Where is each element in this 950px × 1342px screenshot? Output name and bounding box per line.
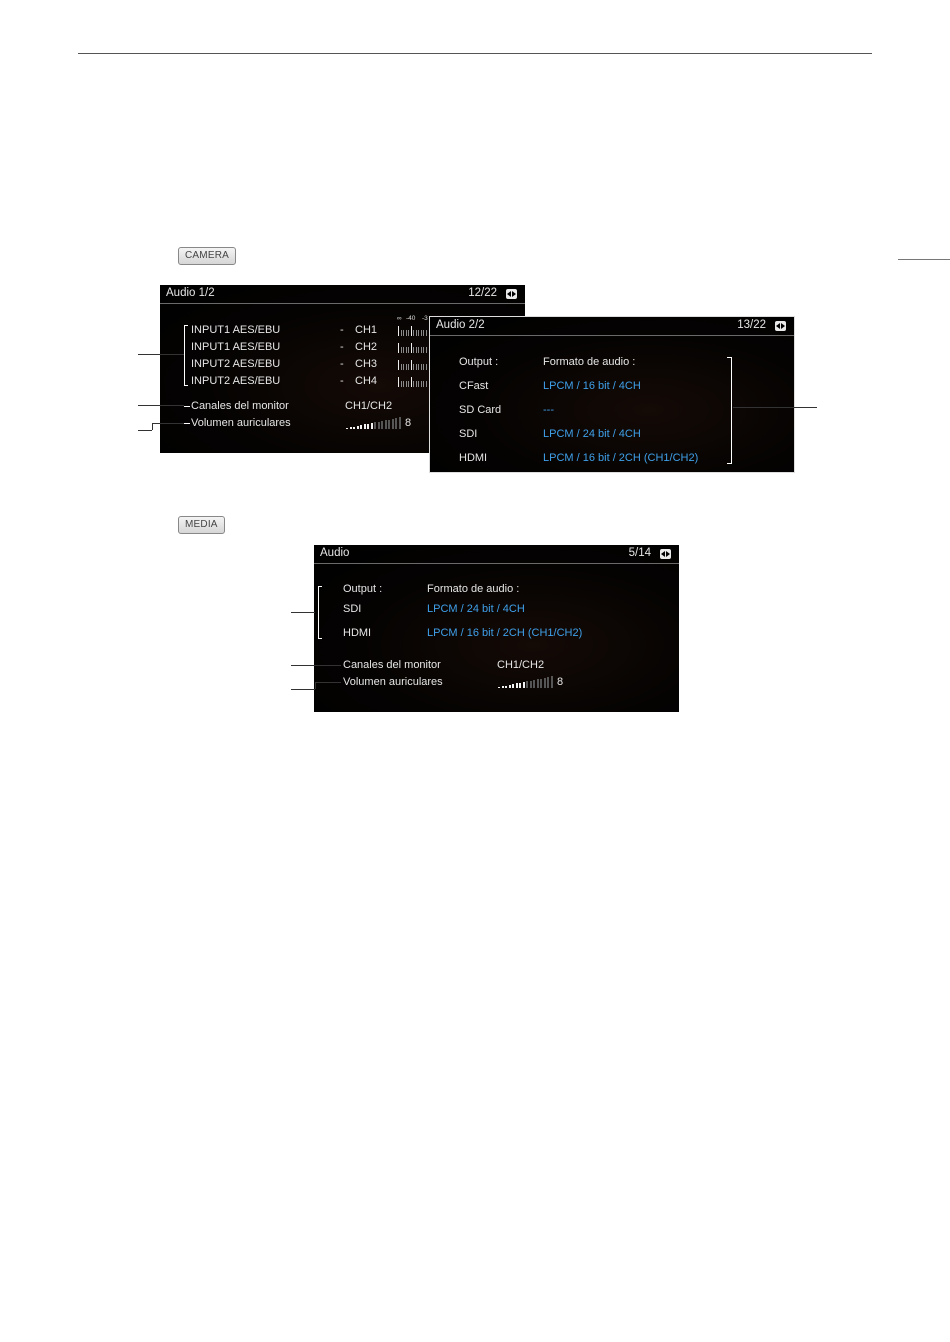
meter-segment bbox=[413, 381, 414, 387]
volume-segment bbox=[378, 422, 380, 429]
level-meter bbox=[398, 343, 428, 353]
volume-segment bbox=[519, 683, 521, 688]
headphone-volume-bar bbox=[346, 417, 404, 429]
callout-leader bbox=[138, 405, 184, 406]
media-audio-screen bbox=[314, 545, 679, 712]
volume-segment bbox=[509, 685, 511, 688]
meter-segment bbox=[411, 343, 412, 353]
meter-segment bbox=[416, 347, 417, 353]
output-name: SD Card bbox=[459, 404, 502, 416]
monitor-tick bbox=[184, 406, 190, 407]
output-format: --- bbox=[543, 404, 554, 416]
meter-segment bbox=[398, 377, 399, 387]
meter-segment bbox=[401, 330, 402, 336]
meter-segment bbox=[418, 381, 419, 387]
meter-segment bbox=[416, 330, 417, 336]
meter-segment bbox=[411, 326, 412, 336]
meter-segment bbox=[408, 330, 409, 336]
callout-leader bbox=[315, 682, 341, 683]
meter-segment bbox=[421, 347, 422, 353]
meter-segment bbox=[413, 364, 414, 370]
output-name: HDMI bbox=[459, 452, 488, 464]
meter-segment bbox=[401, 364, 402, 370]
headphone-volume-value: 8 bbox=[405, 417, 412, 429]
output-bracket-bottom bbox=[727, 463, 732, 464]
volume-segment bbox=[502, 686, 504, 688]
meter-scale-3: -3 bbox=[422, 315, 428, 322]
page-nav-icon bbox=[775, 321, 786, 331]
level-meter bbox=[398, 360, 428, 370]
output-format: LPCM / 16 bit / 4CH bbox=[543, 380, 641, 392]
input-bracket-bottom bbox=[184, 385, 188, 386]
page-nav-icon bbox=[660, 549, 671, 559]
page-nav-icon bbox=[506, 289, 517, 299]
audio-format-label: Formato de audio : bbox=[543, 356, 636, 368]
volume-segment bbox=[551, 676, 553, 688]
meter-segment bbox=[421, 330, 422, 336]
volume-segment bbox=[526, 681, 528, 688]
output-format: LPCM / 24 bit / 4CH bbox=[427, 603, 525, 615]
volume-segment bbox=[512, 684, 514, 688]
output-format: LPCM / 16 bit / 2CH (CH1/CH2) bbox=[543, 452, 699, 464]
meter-segment bbox=[398, 343, 399, 353]
volume-segment bbox=[537, 679, 539, 688]
output-label: Output : bbox=[459, 356, 499, 368]
headphone-volume-value: 8 bbox=[557, 676, 564, 688]
meter-segment bbox=[426, 364, 427, 370]
input-bracket bbox=[184, 325, 185, 386]
meter-segment bbox=[406, 364, 407, 370]
level-meter bbox=[398, 326, 428, 336]
output-name: SDI bbox=[343, 603, 362, 615]
media-mode-button: MEDIA bbox=[178, 516, 225, 534]
input-label: INPUT2 AES/EBU bbox=[191, 375, 281, 387]
output-format: LPCM / 24 bit / 4CH bbox=[543, 428, 641, 440]
meter-segment bbox=[426, 381, 427, 387]
volume-segment bbox=[367, 424, 369, 429]
volume-segment bbox=[388, 420, 390, 429]
callout-leader bbox=[291, 689, 315, 690]
meter-segment bbox=[401, 381, 402, 387]
volume-segment bbox=[385, 420, 387, 429]
headphone-volume-bar bbox=[498, 676, 556, 688]
meter-segment bbox=[418, 347, 419, 353]
volume-segment bbox=[346, 428, 348, 429]
volume-segment bbox=[381, 421, 383, 429]
meter-segment bbox=[426, 330, 427, 336]
volume-segment bbox=[360, 425, 362, 429]
volume-segment bbox=[364, 424, 366, 429]
meter-segment bbox=[413, 330, 414, 336]
callout-leader bbox=[291, 665, 341, 666]
volume-segment bbox=[357, 426, 359, 429]
meter-segment bbox=[423, 364, 424, 370]
channel-label: CH4 bbox=[355, 375, 378, 387]
meter-segment bbox=[403, 381, 404, 387]
volume-segment bbox=[540, 679, 542, 688]
separator: - bbox=[340, 341, 344, 353]
meter-segment bbox=[418, 364, 419, 370]
meter-segment bbox=[426, 347, 427, 353]
meter-segment bbox=[421, 364, 422, 370]
screen-title: Audio bbox=[320, 547, 350, 559]
meter-segment bbox=[418, 330, 419, 336]
meter-segment bbox=[403, 330, 404, 336]
volume-segment bbox=[547, 677, 549, 688]
callout-leader bbox=[138, 430, 152, 431]
meter-segment bbox=[401, 347, 402, 353]
meter-segment bbox=[411, 360, 412, 370]
output-name: CFast bbox=[459, 380, 489, 392]
screen-header bbox=[314, 545, 679, 564]
channel-label: CH2 bbox=[355, 341, 378, 353]
monitor-channels-value: CH1/CH2 bbox=[345, 400, 393, 412]
callout-leader bbox=[291, 612, 315, 613]
page-indicator: 13/22 bbox=[737, 319, 766, 331]
monitor-channels-label: Canales del monitor bbox=[343, 659, 441, 671]
meter-segment bbox=[406, 330, 407, 336]
level-meter bbox=[398, 377, 428, 387]
meter-segment bbox=[398, 360, 399, 370]
callout-leader bbox=[152, 423, 184, 424]
callout-leader bbox=[138, 354, 184, 355]
headphone-volume-label: Volumen auriculares bbox=[343, 676, 443, 688]
meter-scale-inf: ∞ bbox=[397, 315, 402, 322]
meter-segment bbox=[406, 381, 407, 387]
meter-segment bbox=[408, 381, 409, 387]
headphone-volume-label: Volumen auriculares bbox=[191, 417, 291, 429]
side-tab-rule bbox=[898, 259, 950, 260]
meter-segment bbox=[413, 347, 414, 353]
volume-segment bbox=[523, 682, 525, 688]
volume-segment bbox=[395, 418, 397, 429]
meter-segment bbox=[423, 330, 424, 336]
meter-segment bbox=[423, 347, 424, 353]
output-name: HDMI bbox=[343, 627, 372, 639]
separator: - bbox=[340, 324, 344, 336]
volume-segment bbox=[353, 427, 355, 429]
screen-title: Audio 2/2 bbox=[436, 319, 485, 331]
channel-label: CH1 bbox=[355, 324, 378, 336]
input-label: INPUT1 AES/EBU bbox=[191, 341, 281, 353]
volume-segment bbox=[371, 423, 373, 429]
volume-segment bbox=[374, 422, 376, 429]
page-indicator: 12/22 bbox=[468, 287, 497, 299]
input-label: INPUT2 AES/EBU bbox=[191, 358, 281, 370]
volume-segment bbox=[530, 681, 532, 688]
output-label: Output : bbox=[343, 583, 383, 595]
volume-segment bbox=[399, 417, 401, 429]
meter-segment bbox=[408, 347, 409, 353]
camera-mode-button: CAMERA bbox=[178, 247, 236, 265]
separator: - bbox=[340, 358, 344, 370]
callout-leader bbox=[152, 423, 153, 430]
screen-header bbox=[160, 285, 525, 304]
monitor-channels-value: CH1/CH2 bbox=[497, 659, 545, 671]
output-bracket-top bbox=[318, 586, 322, 587]
volume-tick bbox=[184, 423, 190, 424]
output-bracket bbox=[731, 357, 732, 463]
output-name: SDI bbox=[459, 428, 478, 440]
callout-leader bbox=[315, 682, 316, 689]
separator: - bbox=[340, 375, 344, 387]
meter-scale-40: -40 bbox=[406, 315, 416, 322]
input-bracket-top bbox=[184, 325, 188, 326]
meter-segment bbox=[408, 364, 409, 370]
output-bracket-top bbox=[727, 357, 732, 358]
volume-segment bbox=[498, 687, 500, 688]
volume-segment bbox=[350, 427, 352, 429]
callout-leader bbox=[733, 407, 817, 408]
monitor-channels-label: Canales del monitor bbox=[191, 400, 289, 412]
output-bracket bbox=[318, 586, 319, 638]
screen-title: Audio 1/2 bbox=[166, 287, 215, 299]
meter-segment bbox=[406, 347, 407, 353]
volume-segment bbox=[505, 686, 507, 688]
volume-segment bbox=[533, 680, 535, 688]
page-indicator: 5/14 bbox=[628, 547, 651, 559]
output-bracket-bottom bbox=[318, 638, 322, 639]
meter-segment bbox=[423, 381, 424, 387]
top-rule bbox=[78, 53, 872, 54]
volume-segment bbox=[516, 683, 518, 688]
volume-segment bbox=[392, 419, 394, 429]
audio-format-label: Formato de audio : bbox=[427, 583, 520, 595]
meter-segment bbox=[416, 364, 417, 370]
meter-segment bbox=[398, 326, 399, 336]
audio-2-screen bbox=[429, 316, 795, 473]
meter-segment bbox=[421, 381, 422, 387]
screen-header bbox=[430, 317, 794, 336]
meter-segment bbox=[411, 377, 412, 387]
meter-segment bbox=[403, 347, 404, 353]
output-format: LPCM / 16 bit / 2CH (CH1/CH2) bbox=[427, 627, 583, 639]
volume-segment bbox=[544, 678, 546, 688]
meter-segment bbox=[403, 364, 404, 370]
meter-segment bbox=[416, 381, 417, 387]
channel-label: CH3 bbox=[355, 358, 378, 370]
input-label: INPUT1 AES/EBU bbox=[191, 324, 281, 336]
